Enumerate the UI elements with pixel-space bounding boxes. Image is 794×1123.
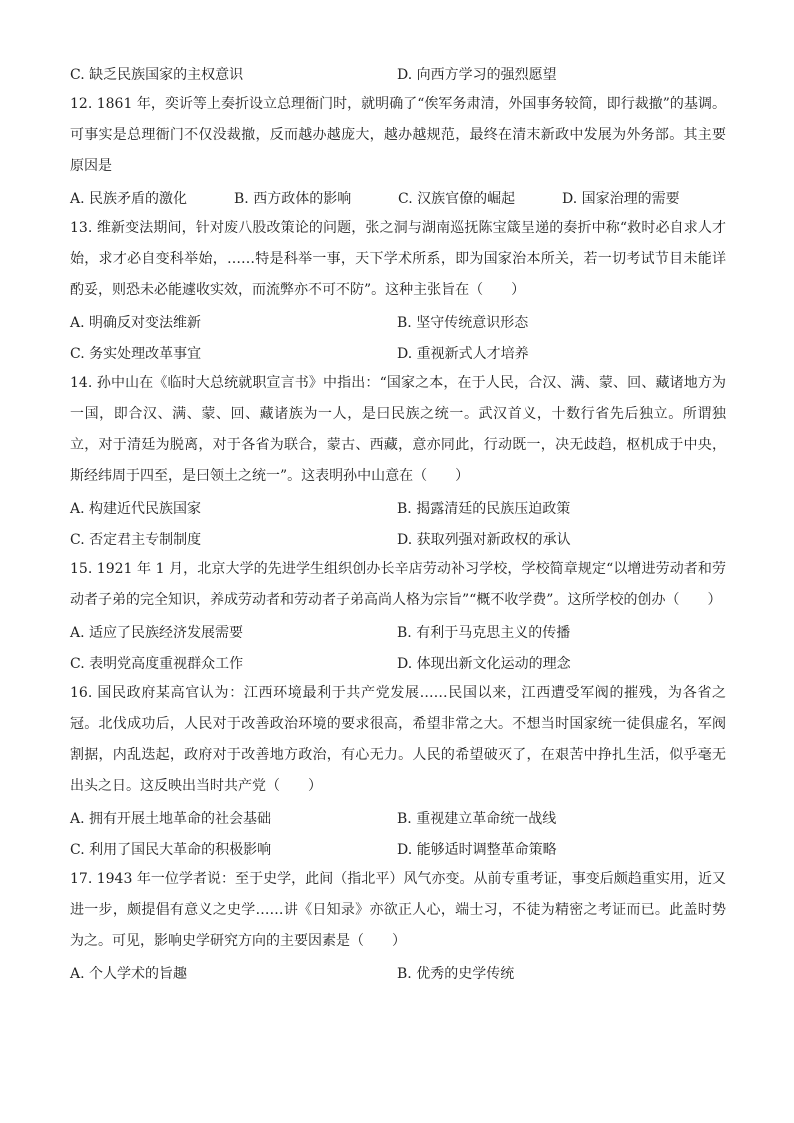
q11-option-c[interactable]: C. 缺乏民族国家的主权意识 <box>70 66 244 83</box>
q13-option-b[interactable]: B. 坚守传统意识形态 <box>397 314 529 331</box>
q11-options <box>70 58 726 89</box>
q12-stem: 12. 1861 年，奕䜣等上奏折设立总理衙门时，就明确了“俟军务肃清，外国事务较简，即行裁撤”的基调。可事实是总理衙门不仅没裁撤，反而越办越庞大，越办越规范，最终在清末新政中发展为外务部。其主要原因是 <box>70 96 726 174</box>
q16-option-d[interactable]: D. 能够适时调整革命策略 <box>397 841 557 858</box>
q13-stem: 13. 维新变法期间，针对废八股改策论的问题，张之洞与湖南巡抚陈宝箴呈递的奏折中称“救时必自求人才始，求才必自变科举始，……特是科举一事，天下学术所系，即为国家治本所关，若一切考试节目未能详酌妥，则恐未必能遽收实效，而流弊亦不可不防”。这种主张旨在（ ） <box>70 220 726 298</box>
q14-option-a[interactable]: A. 构建近代民族国家 <box>70 500 202 517</box>
q15-options-row2 <box>70 647 726 678</box>
q17-option-b[interactable]: B. 优秀的史学传统 <box>397 965 515 982</box>
q17-stem: 17. 1943 年一位学者说：至于史学，此间（指北平）风气亦变。从前专重考证，事变后颇趋重实用，近又进一步，颇提倡有意义之史学……讲《日知录》亦欲正人心，端士习，不徒为精密之考证而已。此盖时势为之。可见，影响史学研究方向的主要因素是（ ） <box>70 871 726 949</box>
q12-option-a[interactable]: A. 民族矛盾的激化 <box>70 190 188 207</box>
q12-option-c[interactable]: C. 汉族官僚的崛起 <box>398 190 516 207</box>
q16-option-a[interactable]: A. 拥有开展土地革命的社会基础 <box>70 810 272 827</box>
q15-options-row1 <box>70 616 726 647</box>
q14-options-row2 <box>70 523 726 554</box>
q15-option-b[interactable]: B. 有利于马克思主义的传播 <box>397 624 571 641</box>
q15-option-d[interactable]: D. 体现出新文化运动的理念 <box>397 655 571 672</box>
q16-option-b[interactable]: B. 重视建立革命统一战线 <box>397 810 557 827</box>
q16-options-row1 <box>70 802 726 833</box>
q12-option-b[interactable]: B. 西方政体的影响 <box>234 190 352 207</box>
q13-option-a[interactable]: A. 明确反对变法维新 <box>70 314 202 331</box>
q13-option-d[interactable]: D. 重视新式人才培养 <box>397 345 529 362</box>
q14-option-d[interactable]: D. 获取列强对新政权的承认 <box>397 531 571 548</box>
q12-options <box>70 182 726 213</box>
q14-option-c[interactable]: C. 否定君主专制制度 <box>70 531 202 548</box>
q15-option-c[interactable]: C. 表明党高度重视群众工作 <box>70 655 244 672</box>
q16-stem: 16. 国民政府某高官认为：江西环境最利于共产党发展……民国以来，江西遭受军阀的摧残，为各省之冠。北伐成功后，人民对于改善政治环境的要求很高，希望非常之大。不想当时国家统一徒俱虚名，军阀割据，内乱迭起，政府对于改善地方政治，有心无力。人民的希望破灭了，在艰苦中挣扎生活，似乎毫无出头之日。这反映出当时共产党（ ） <box>70 685 726 794</box>
q15-stem: 15. 1921 年 1 月，北京大学的先进学生组织创办长辛店劳动补习学校，学校简章规定“以增进劳动者和劳动者子弟的完全知识，养成劳动者和劳动者子弟高尚人格为宗旨”“概不收学费”。这所学校的创办（ ） <box>70 561 726 608</box>
q13-options-row2 <box>70 337 726 368</box>
q16-option-c[interactable]: C. 利用了国民大革命的积极影响 <box>70 841 272 858</box>
q13-options-row1 <box>70 306 726 337</box>
q17-options-row1 <box>70 957 726 988</box>
q12-option-d[interactable]: D. 国家治理的需要 <box>562 190 680 207</box>
q14-options-row1 <box>70 492 726 523</box>
q17-option-a[interactable]: A. 个人学术的旨趣 <box>70 965 188 982</box>
q14-option-b[interactable]: B. 揭露清廷的民族压迫政策 <box>397 500 571 517</box>
q16-options-row2 <box>70 833 726 864</box>
exam-page <box>70 58 726 988</box>
q14-stem: 14. 孙中山在《临时大总统就职宣言书》中指出：“国家之本，在于人民，合汉、满、蒙、回、藏诸地方为一国，即合汉、满、蒙、回、藏诸族为一人，是曰民族之统一。武汉首义，十数行省先后独立。所谓独立，对于清廷为脱离，对于各省为联合，蒙古、西藏，意亦同此，行动既一，决无歧趋，枢机成于中央，斯经纬周于四至，是曰领土之统一”。这表明孙中山意在（ ） <box>70 375 726 484</box>
q13-option-c[interactable]: C. 务实处理改革事宜 <box>70 345 202 362</box>
q11-option-d[interactable]: D. 向西方学习的强烈愿望 <box>397 66 557 83</box>
q15-option-a[interactable]: A. 适应了民族经济发展需要 <box>70 624 244 641</box>
